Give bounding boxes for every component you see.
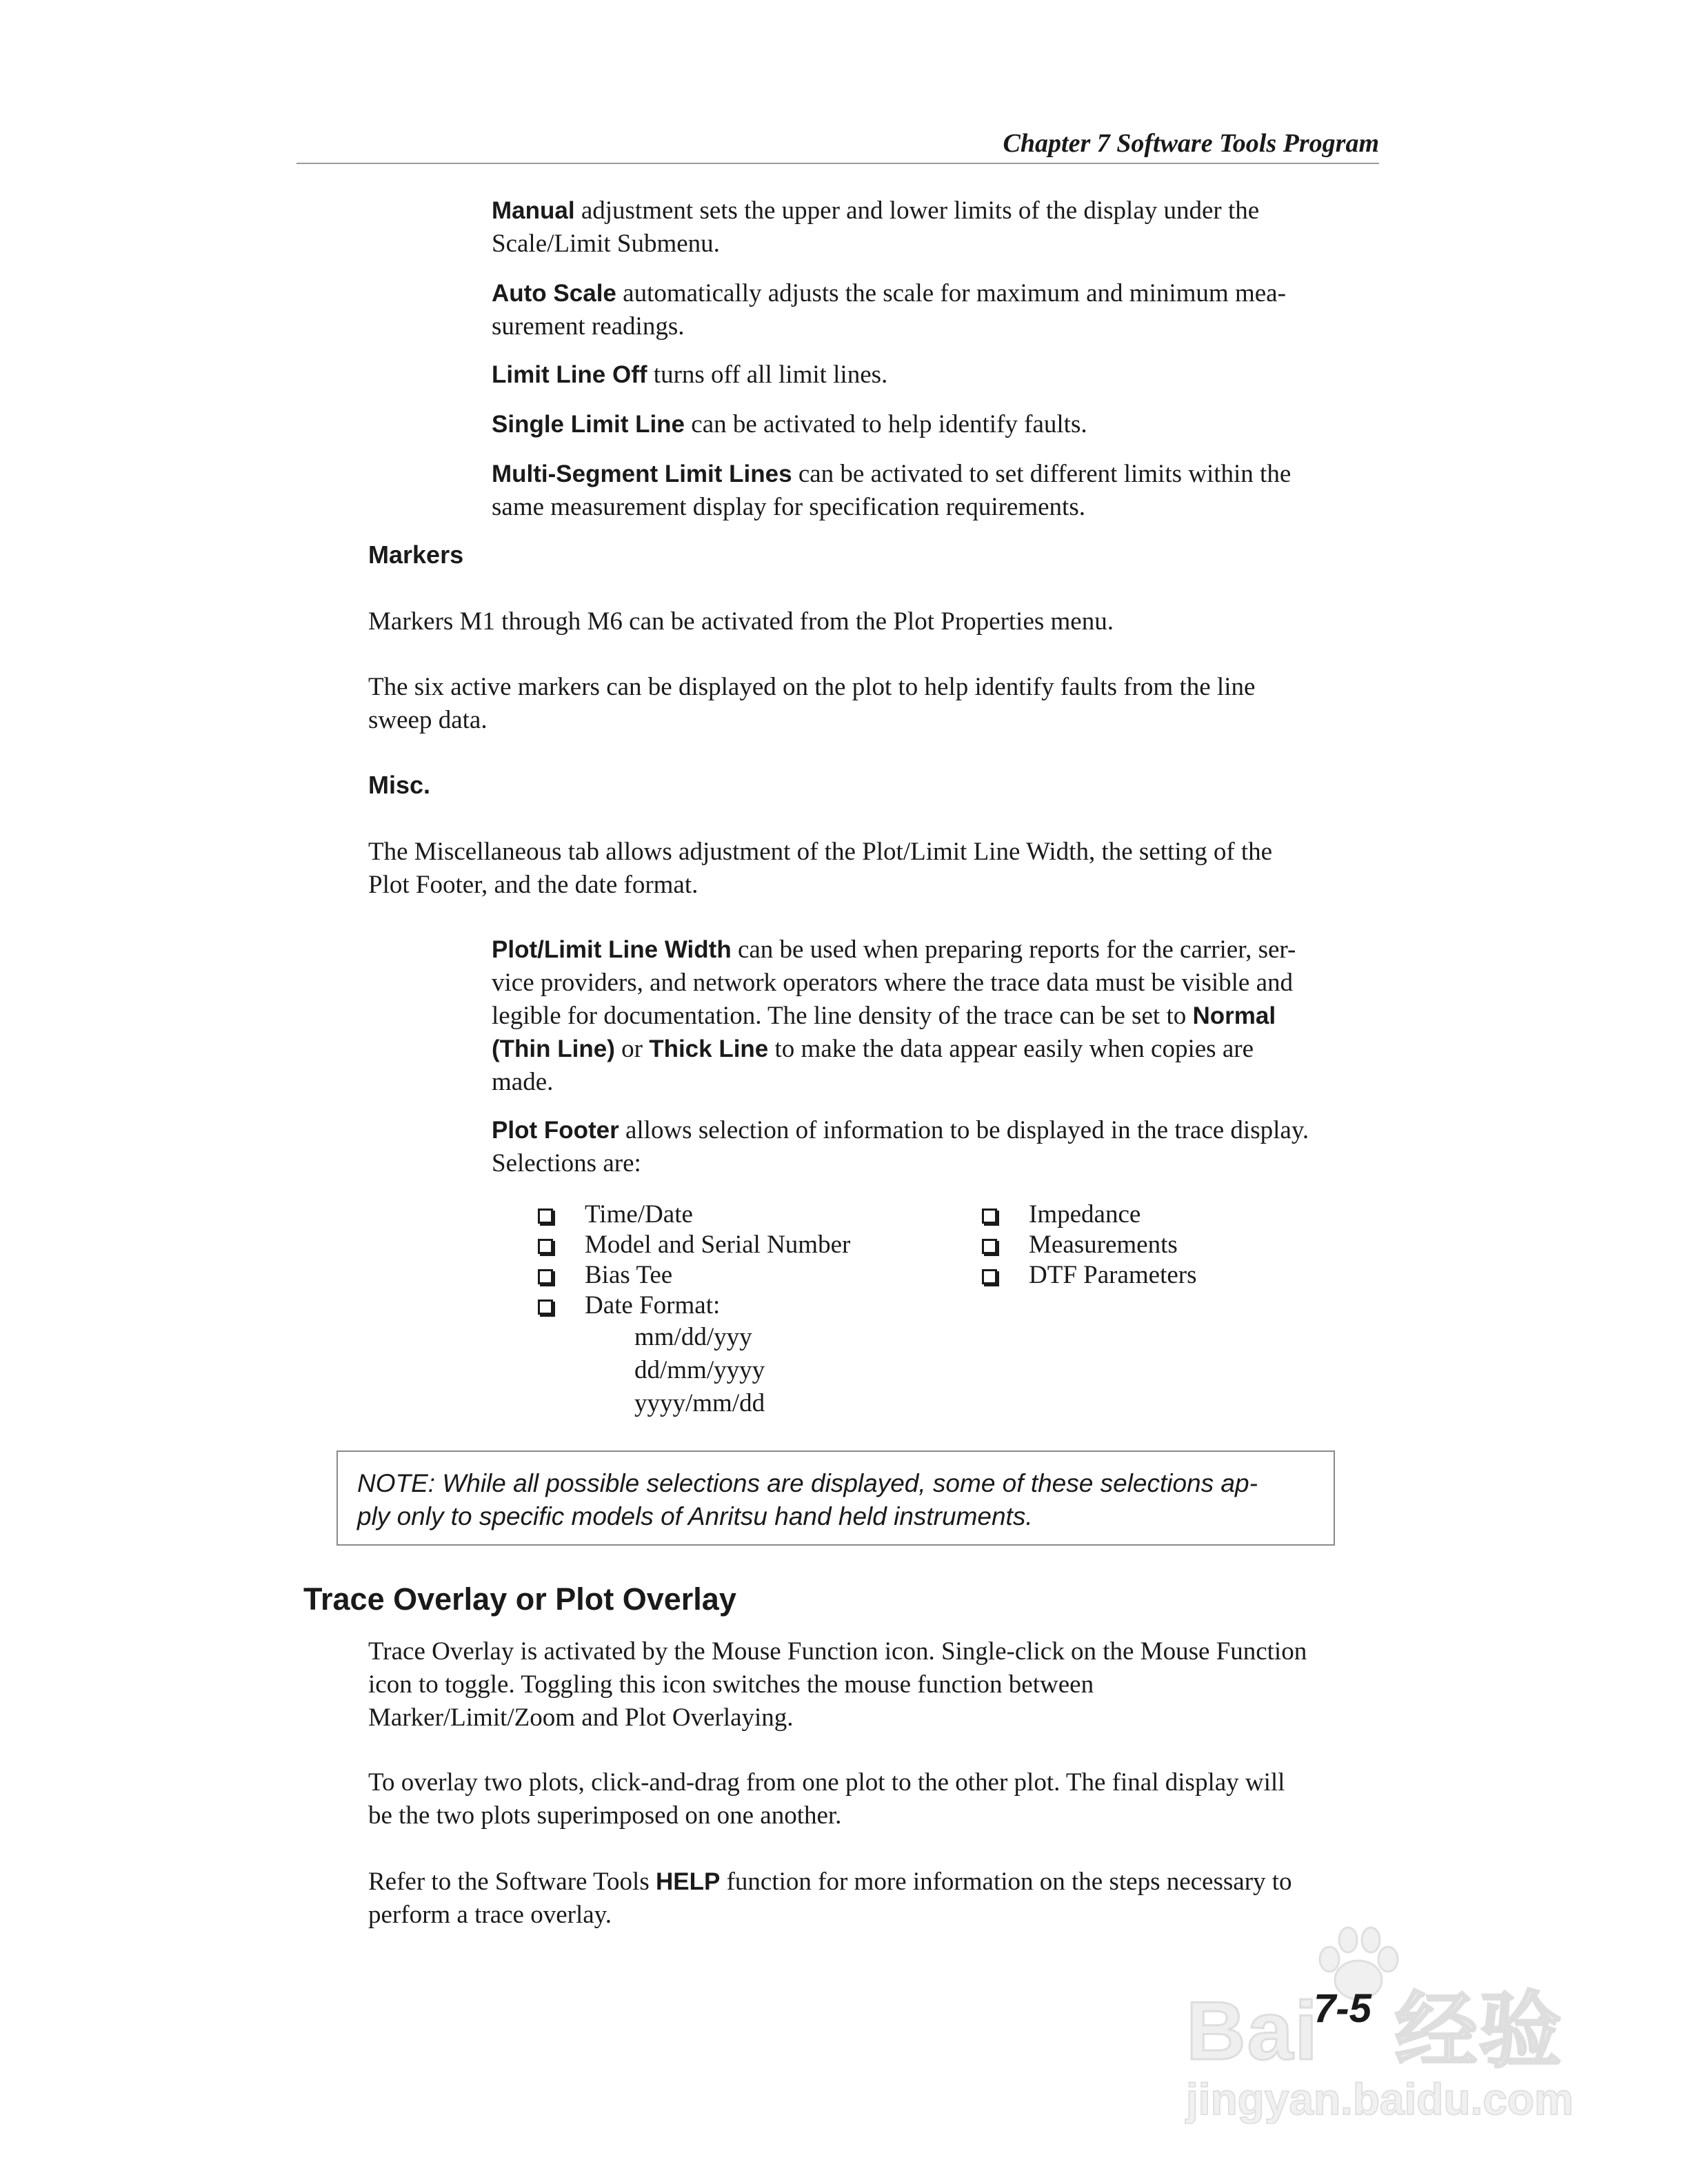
multi-segment-description: Multi-Segment Limit Lines can be activated to set different limits within the same measurement display for specification requirements. (492, 460, 1292, 521)
checkbox-bullet-icon (538, 1239, 553, 1254)
markers-paragraph-2: The six active markers can be displayed on the plot to help identify faults from the line sweep data. (368, 673, 1256, 734)
list-item: Impedance (981, 1200, 1197, 1230)
list-item: Date Format: (536, 1291, 850, 1321)
trace-overlay-paragraph-1: Trace Overlay is activated by the Mouse Function icon. Single-click on the Mouse Function icon to toggle. Toggling this icon switches the mouse function between Marker/Limit/Zoom and Plot Overlaying. (368, 1637, 1307, 1732)
misc-paragraph: The Miscellaneous tab allows adjustment of the Plot/Limit Line Width, the setting of the Plot Footer, and the date format. (368, 838, 1273, 899)
trace-overlay-paragraph-2: To overlay two plots, click-and-drag from one plot to the other plot. The final display will be the two plots superimposed on one another. (368, 1768, 1285, 1830)
date-format-option: yyyy/mm/dd (634, 1389, 765, 1417)
list-item: Bias Tee (536, 1260, 850, 1291)
manual-term: Manual (492, 197, 575, 224)
trace-overlay-paragraph-3: Refer to the Software Tools HELP function for more information on the steps necessary to perform a trace overlay. (368, 1868, 1292, 1929)
plot-limit-width-term: Plot/Limit Line Width (492, 936, 732, 963)
watermark-brand-cn: 经验 (1394, 1985, 1563, 2077)
trace-overlay-heading: Trace Overlay or Plot Overlay (303, 1581, 736, 1617)
note-box: NOTE: While all possible selections are displayed, some of these selections ap- ply only to specific models of Anritsu hand held instruments. (336, 1450, 1335, 1546)
checkbox-bullet-icon (982, 1269, 997, 1284)
chapter-title: Chapter 7 Software Tools Program (1003, 129, 1379, 158)
limit-line-off-description: Limit Line Off turns off all limit lines. (492, 361, 888, 389)
list-item: DTF Parameters (981, 1260, 1197, 1291)
thin-line-term: (Thin Line) (492, 1035, 615, 1062)
baidu-watermark (1186, 1923, 1586, 2144)
plot-footer-description: Plot Footer allows selection of information to be displayed in the trace display. Selections are: (492, 1116, 1309, 1177)
manual-description: Manual adjustment sets the upper and lower limits of the display under the Scale/Limit Submenu. (492, 196, 1260, 258)
thick-line-term: Thick Line (649, 1035, 769, 1062)
page-number: 7-5 (1314, 1986, 1372, 2031)
limit-line-off-term: Limit Line Off (492, 361, 647, 388)
checkbox-bullet-icon (538, 1300, 553, 1315)
misc-heading: Misc. (368, 771, 431, 799)
checkbox-bullet-icon (538, 1209, 553, 1224)
single-limit-line-term: Single Limit Line (492, 411, 685, 438)
single-limit-line-description: Single Limit Line can be activated to help identify faults. (492, 410, 1087, 438)
list-item: Time/Date (536, 1200, 850, 1230)
markers-paragraph-1: Markers M1 through M6 can be activated from the Plot Properties menu. (368, 607, 1114, 636)
watermark-brand: Bai (1186, 1985, 1319, 2077)
list-item: Measurements (981, 1230, 1197, 1260)
list-item: Model and Serial Number (536, 1230, 850, 1260)
multi-segment-term: Multi-Segment Limit Lines (492, 461, 792, 487)
selections-list-right (981, 1200, 1197, 1291)
auto-scale-term: Auto Scale (492, 280, 616, 307)
auto-scale-description: Auto Scale automatically adjusts the scale for maximum and minimum mea- surement readings. (492, 279, 1286, 341)
markers-heading: Markers (368, 540, 464, 569)
date-format-option: mm/dd/yyy (634, 1323, 752, 1351)
checkbox-bullet-icon (982, 1239, 997, 1254)
normal-term: Normal (1192, 1002, 1276, 1029)
page-header (297, 124, 1379, 164)
checkbox-bullet-icon (538, 1269, 553, 1284)
plot-footer-term: Plot Footer (492, 1117, 619, 1144)
plot-limit-width-description: Plot/Limit Line Width can be used when preparing reports for the carrier, ser- vice providers, and network operators where the trace data must be visible and legible for documentation. The line density of the trace can be set to Normal (Thin Line) or Thick Line to make the data appear easily when copies are made. (492, 936, 1296, 1096)
watermark-url: jingyan.baidu.com (1186, 2074, 1574, 2124)
checkbox-bullet-icon (982, 1209, 997, 1224)
date-format-option: dd/mm/yyyy (634, 1356, 765, 1384)
selections-list-left (536, 1200, 850, 1420)
help-term: HELP (656, 1868, 721, 1895)
